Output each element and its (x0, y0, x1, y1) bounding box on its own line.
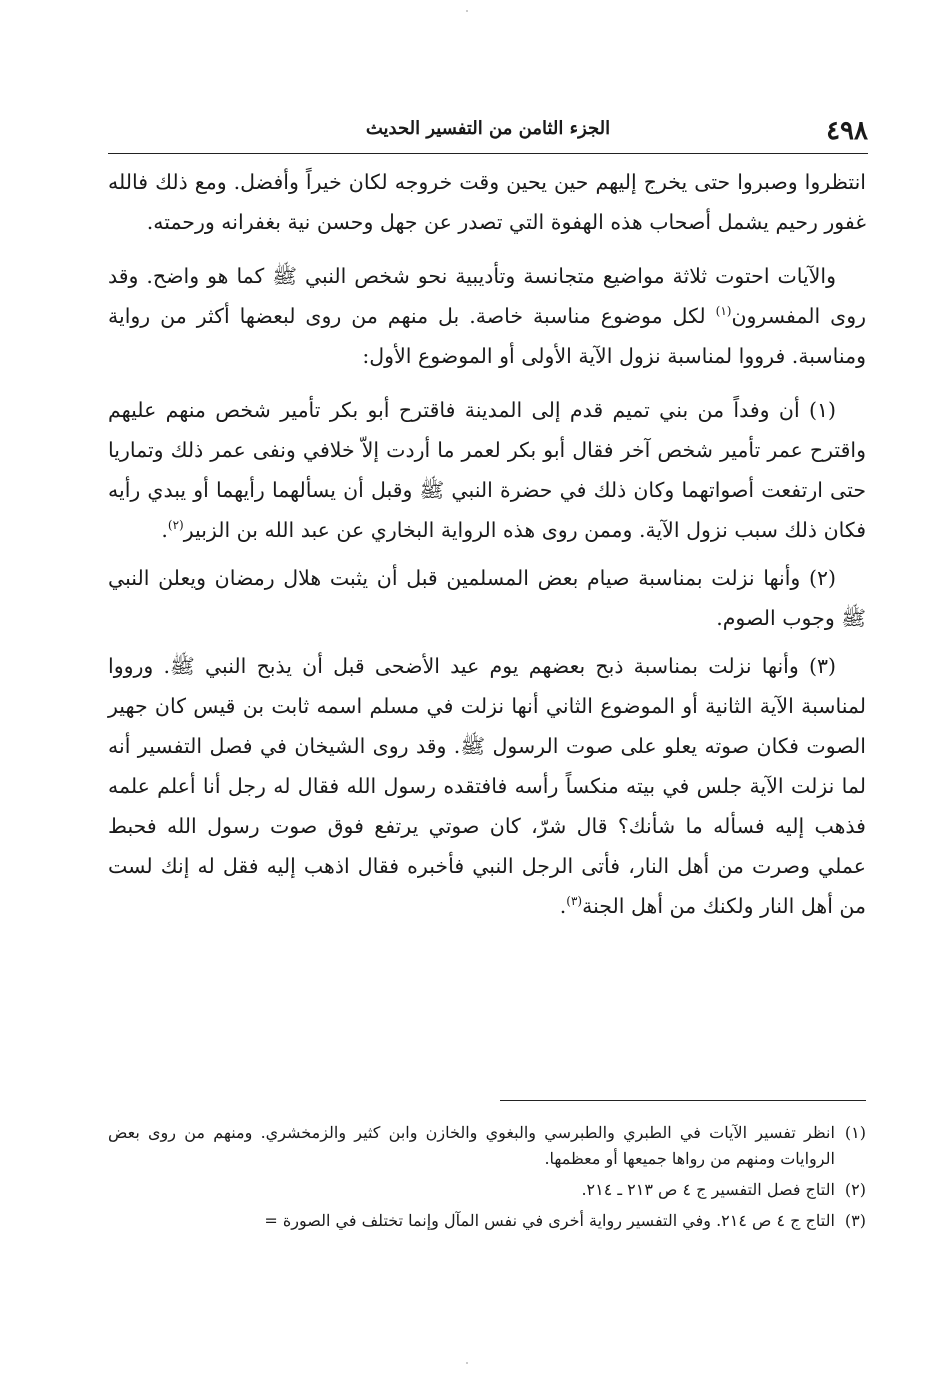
footnote-ref[interactable]: (٣) (566, 894, 583, 909)
paragraph-text: لكل موضوع مناسبة خاصة. بل منهم من روى لبعضها أكثر من رواية ومناسبة. فرووا لمناسبة نزول الآية الأولى أو الموضوع الأول: (108, 304, 866, 368)
footnote-text: التاج فصل التفسير ج ٤ ص ٢١٣ ـ ٢١٤. (581, 1180, 835, 1199)
footnote-text: التاج ج ٤ ص ٢١٤. وفي التفسير رواية أخرى في نفس المآل وإنما تختلف في الصورة = (264, 1211, 835, 1230)
footnote (108, 1120, 866, 1172)
page-header (108, 112, 868, 156)
footnote-ref[interactable]: (١) (715, 304, 732, 319)
footnote-number: (٣) (844, 1211, 866, 1230)
page-number: ٤٩٨ (826, 116, 868, 146)
footnote (108, 1177, 866, 1203)
footnote-number: (١) (844, 1123, 866, 1142)
scan-speck (466, 1362, 468, 1364)
paragraph-text: والآيات احتوت ثلاثة مواضيع متجانسة وتأديبية نحو شخص النبي ﷺ كما هو واضح. وقد روى المفسرون (108, 264, 867, 328)
paragraph-text: (١) أن وفداً من بني تميم قدم إلى المدينة فاقترح أبو بكر تأمير شخص منهم عليهم واقترح عمر تأمير شخص آخر فقال أبو بكر لعمر ما أردت إلاّ خلافي ونفى عمر ذلك وتماريا حتى ارتفعت أصواتهما وكان ذلك في حضرة النبي ﷺ وقبل أن يسألهما رأيهما أو يبدي رأيه فكان ذلك سبب نزول الآية. وممن روى هذه الرواية البخاري عن عبد الله بن الزبير (108, 398, 866, 542)
footnote-rule (500, 1100, 866, 1101)
paragraph (108, 390, 866, 550)
footnote-ref[interactable]: (٢) (167, 518, 184, 533)
paragraph: انتظروا وصبروا حتى يخرج إليهم حين يحين وقت خروجه لكان خيراً وأفضل. ومع ذلك فالله غفور رحيم يشمل أصحاب هذه الهفوة التي تصدر عن جهل وحسن نية بغفرانه ورحمته. (108, 170, 866, 234)
paragraph (108, 256, 866, 376)
paragraph-text: (٣) وأنها نزلت بمناسبة ذبح بعضهم يوم عيد الأضحى قبل أن يذبح النبي ﷺ. ورووا لمناسبة الآية الثانية أو الموضوع الثاني أنها نزلت في مسلم اسمه ثابت بن قيس كان جهير الصوت فكان صوته يعلو على صوت الرسول ﷺ. وقد روى الشيخان في فصل التفسير أنه لما نزلت الآية جلس في بيته منكساً رأسه فافتقده رسول الله فقال له رجل أنا أعلم علمه فذهب إليه فسأله ما شأنك؟ قال شرّ، كان صوتي يرتفع فوق صوت رسول الله فحبط عملي وصرت من أهل النار، فأتى الرجل النبي فأخبره فقال اذهب إليه فقل له إنك لست من أهل النار ولكنك من أهل الجنة (108, 654, 866, 918)
footnote-number: (٢) (844, 1180, 866, 1199)
footnote (108, 1208, 866, 1234)
paragraph-text: . (161, 518, 168, 542)
paragraph (108, 646, 866, 926)
main-text (108, 162, 866, 926)
header-rule (108, 153, 868, 154)
paragraph-text: . (559, 894, 567, 918)
running-title: الجزء الثامن من التفسير الحديث (365, 118, 611, 139)
paragraph: (٢) وأنها نزلت بمناسبة صيام بعض المسلمين قبل أن يثبت هلال رمضان ويعلن النبي ﷺ وجوب الصوم. (108, 566, 866, 630)
footnote-text: انظر تفسير الآيات في الطبري والطبرسي والبغوي والخازن وابن كثير والزمخشري. ومنهم من روى بعض الروايات ومنهم من رواها جميعها أو معظمها. (108, 1123, 835, 1168)
footnotes (108, 1120, 866, 1239)
scan-speck (466, 10, 468, 12)
